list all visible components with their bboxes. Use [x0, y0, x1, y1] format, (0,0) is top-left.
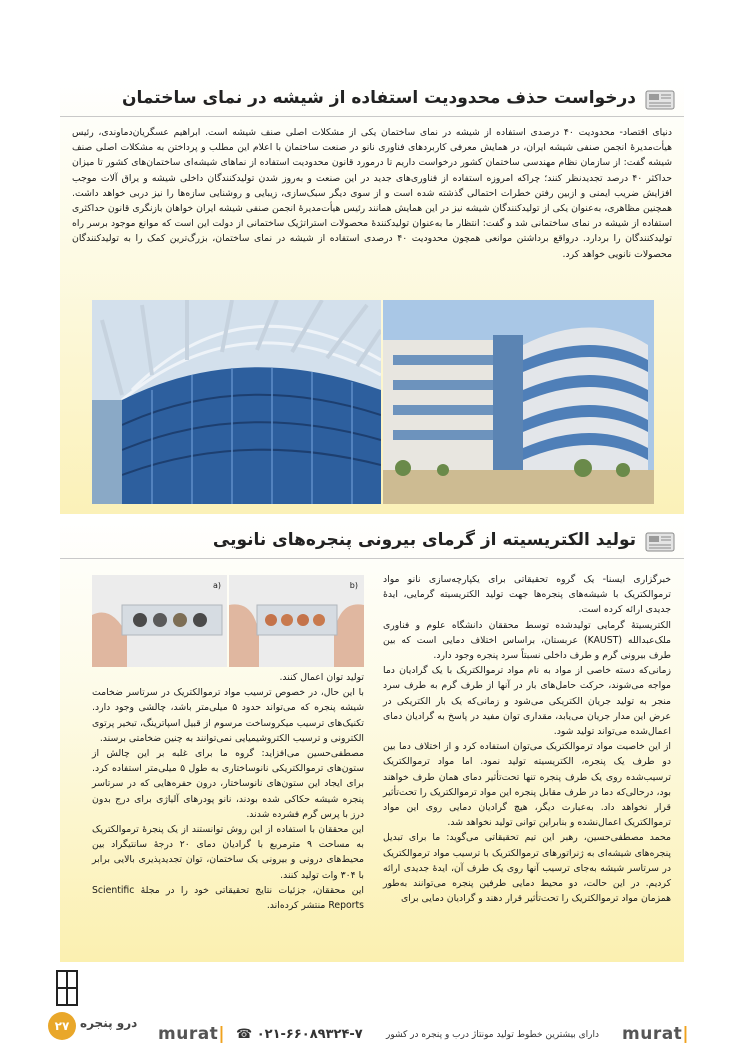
photo-label-a: a) — [212, 581, 221, 590]
article-2-right-column — [383, 572, 671, 906]
office-building-photo — [383, 300, 654, 504]
article-1-body: دنیای اقتصاد- محدودیت ۴۰ درصدی استفاده از شیشه در نمای ساختمان یکی از مشکلات اصلی صنف شیشه است. ابراهیم عسگریان‌دماوندی، رئیس هیأت‌مدیرهٔ انجمن صنفی شیشه ایران، در همایش معرفی کاربردهای فناوری نانو در صنعت ساختمان با اعلام این مطلب و پرداختن به مشکلات اصلی صنف شیشه گفت: از سازمان نظام مهندسی ساختمان کشور درخواست داریم تا درمورد قانون محدودیت استفاده از نماهای شیشه‌ای ساختمان‌های کشور تا میزان حداکثر ۴۰ درصد تجدیدنظر کنند؛ چراکه امروزه استفاده از فناوری‌های جدید در این صنعت و به‌روز شدن تولیدکنندگان داخلی شیشه و یراق آلات موجب افزایش ضریب ایمنی و ازبین رفتن خطرات احتمالی گذشته شده است و از سوی دیگر سبک‌سازی، زیبایی و روشنایی سازه‌ها را نیز دربی خواهد داشت. همچنین مظاهری، به‌عنوان یکی از تولیدکنندگان شیشه نیز در این همایش همانند رئیس هیأت‌مدیرهٔ انجمن صنفی شیشه ایران خواهان بازنگری قانون حداکثری استفاده از شیشه در نمای ساختمانی شد و گفت: انتظار ما به‌عنوان تولیدکنندهٔ محصولات استراتژیک ساختمانی از دولت این است که موانع موجود برسر راه تولیدکنندگان را بردارد. درواقع برداشتن موانعی همچون محدودیت ۴۰ درصدی استفاده از شیشه در نمای ساختمان، بزرگ‌ترین کمک را به تولیدکنندگان محصولات نانویی خواهد کرد. — [72, 127, 673, 260]
paragraph: این محققان با استفاده از این روش توانستند از یک پنجرهٔ ترموالکتریک به مساحت ۹ مترمربع با گرادیان دمای ۲۰ درجهٔ سانتیگراد بین محیط‌های درونی و بیرونی یک ساختمان، توان تجدیدپذیری بالایی برابر با ۳۰۴ وات تولید کنند. — [92, 824, 364, 881]
glass-facade-photo — [92, 300, 381, 504]
paragraph: تولید توان اعمال کنند. — [279, 672, 364, 683]
paragraph: زمانی‌که دسته خاصی از مواد به نام مواد ترموالکتریک با یک گرادیان دما مواجه می‌شوند، حرکت حامل‌های بار در آنها از طرف گرم به طرف سرد منجر به تولید جریان الکتریکی می‌شود و زمانی‌که یک بار الکتریکی در عرض این مدار جریان می‌یابد، مقداری توان مفید در پاسخ به گرادیان دمای اعمال‌شده می‌تواند تولید شود. — [383, 665, 671, 738]
photo-label-b: b) — [349, 581, 358, 590]
page-number: ۲۷ — [48, 1012, 76, 1040]
building-photos — [92, 300, 654, 504]
window-frame-icon — [56, 970, 78, 1006]
paragraph: خبرگزاری ایسنا- یک گروه تحقیقاتی برای یکپارچه‌سازی نانو مواد ترموالکتریک با شیشه‌های پنجره‌ها جهت تولید الکتریسیته گرمایی، ایدهٔ جدیدی ارائه کرده است. — [383, 574, 671, 616]
paragraph: مصطفی‌حسین می‌افزاید: گروه ما برای غلبه بر این چالش از ستون‌های ترموالکتریکی نانوساختاری به طول ۵ میلی‌متر استفاده کرد. برای ایجاد این ستون‌های نانوساختار، درون حفره‌هایی که در سرتاسر پنجره شیشه حکاکی شده بودند، نانو پودرهای آلیاژی برای درج بدون درز با پرس گرم فشرده شدند. — [92, 748, 364, 820]
sample-photo-a — [92, 575, 227, 667]
article-2-header — [60, 524, 684, 562]
article-1-title: درخواست حذف محدودیت استفاده از شیشه در نمای ساختمان — [122, 88, 636, 108]
paragraph: از این خاصیت مواد ترموالکتریک می‌توان استفاده کرد و از اختلاف دما بین دو طرف یک پنجره، الکتریسیته تولید نمود. اما مواد ترموالکتریک ترسیب‌شده روی یک طرف پنجره تنها تحت‌تأثیر دمای همان طرف خواهند بود، درحالی‌که دما در طرف مقابل پنجره این مواد ترموالکتریک را تحت‌تأثیر قرار نخواهد داد. به‌عبارت دیگر، هیچ گرادیان دمایی روی این مواد ترموالکتریک اعمال‌نشده و بنابراین توانی تولید نخواهد شد. — [383, 741, 671, 829]
title-divider — [60, 116, 684, 117]
phone-icon: ☎ — [236, 1027, 253, 1042]
paragraph: الکتریسیتهٔ گرمایی تولیدشده توسط محققان دانشگاه علوم و فناوری ملک‌عبدالله (KAUST) عربستان، براساس اختلاف دمایی است که بین طرف بیرونی گرم و طرف داخلی نسبتاً سرد پنجره وجود دارد. — [383, 619, 672, 662]
article-2-left-column — [92, 670, 364, 913]
paragraph: این محققان، جزئیات نتایج تحقیقاتی خود را در مجلهٔ Scientific Reports منتشر کرده‌اند. — [92, 884, 364, 912]
murat-logo: murat| — [158, 1024, 226, 1044]
sample-photo-b — [229, 575, 364, 667]
magazine-name: درو پنجره — [80, 1016, 138, 1030]
newspaper-icon — [644, 88, 678, 112]
murat-logo: murat| — [622, 1024, 690, 1044]
title-divider — [60, 558, 684, 559]
article-1-header — [60, 82, 684, 120]
paragraph: محمد مصطفی‌حسین، رهبر این تیم تحقیقاتی می‌گوید: ما برای تبدیل پنجره‌های شیشه‌ای به ژنراتورهای ترموالکتریک با ترسیب مواد ترموالکتریک در سرتاسر شیشه به‌جای ترسیب آنها روی یک طرف آن، ایدهٔ جدیدی ارائه کردیم. در این حالت، دو محیط دمایی طرفین پنجره می‌توانند به‌طور همزمان مواد ترموالکتریک را تحت‌تأثیر قرار دهند و گرادیان دمایی برای — [383, 832, 671, 905]
thermoelectric-sample-photos — [92, 575, 364, 667]
article-2-title: تولید الکتریسیته از گرمای بیرونی پنجره‌های نانویی — [212, 530, 636, 550]
footer-slogan: دارای بیشترین خطوط تولید مونتاژ درب و پنجره در کشور — [386, 1030, 600, 1040]
paragraph: با این حال، در خصوص ترسیب مواد ترموالکتریک در سرتاسر ضخامت شیشه پنجره که می‌تواند حدود ۵ میلی‌متر باشد، چالشی وجود دارد. تکنیک‌های ترسیب میکروساخت مرسوم از قبیل اسپاترینگ، تبخیر پرتوی الکترونی و ترسیب الکتروشیمیایی نمی‌توانند به چنین ضخامتی برسند. — [92, 687, 364, 744]
newspaper-icon — [644, 530, 678, 554]
phone-number: ☎ ۰۲۱-۶۶۰۸۹۳۲۴-۷ — [236, 1027, 363, 1042]
